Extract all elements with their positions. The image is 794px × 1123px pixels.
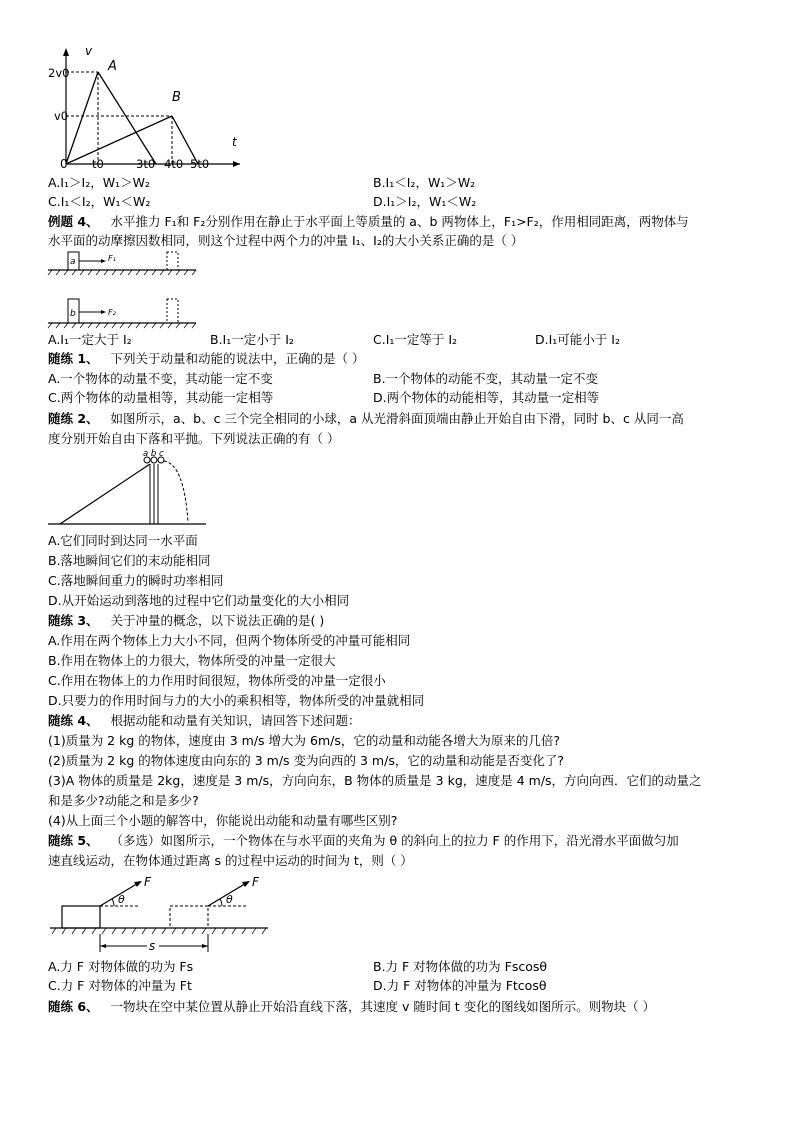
p6-question: 随练 6、 一物块在空中某位置从静止开始沿直线下落，其速度 v 随时间 t 变化的图线如图所示。则物块（ ） (48, 999, 656, 1014)
p5-option-a[interactable]: A.力 F 对物体做的功为 Fs (48, 959, 194, 974)
svg-text:3t0: 3t0 (136, 157, 156, 171)
p1-option-a[interactable]: A.一个物体的动量不变，其动能一定不变 (48, 371, 273, 386)
ex4-question-line2: 水平面的动摩擦因数相同，则这个过程中两个力的冲量 I₁、I₂的大小关系正确的是（ ） (48, 233, 524, 248)
q3-option-a[interactable]: A.I₁＞I₂，W₁＞W₂ (48, 175, 150, 190)
p4-subquestion-3a: (3)A 物体的质量是 2kg，速度是 3 m/s，方向向东，B 物体的质量是 3 kg，速度是 4 m/s，方向向西．它们的动量之 (48, 773, 702, 788)
svg-text:F₁: F₁ (108, 254, 116, 263)
p5-question-line1: 随练 5、 （多选）如图所示，一个物体在与水平面的夹角为 θ 的斜向上的拉力 F 的作用下，沿光滑水平面做匀加 (48, 833, 679, 848)
p3-question: 随练 3、 关于冲量的概念，以下说法正确的是( ) (48, 613, 325, 628)
svg-text:2v0: 2v0 (48, 66, 70, 80)
svg-text:θ: θ (226, 893, 233, 906)
p5-option-d[interactable]: D.力 F 对物体的冲量为 Ftcosθ (373, 978, 547, 993)
svg-text:4t0: 4t0 (164, 157, 184, 171)
p1-option-c[interactable]: C.两个物体的动量相等，其动能一定相等 (48, 390, 274, 405)
ex4-option-d[interactable]: D.I₁可能小于 I₂ (535, 332, 620, 347)
svg-text:5t0: 5t0 (190, 157, 210, 171)
svg-text:b: b (70, 309, 76, 319)
p5-option-b[interactable]: B.力 F 对物体做的功为 Fscosθ (373, 959, 548, 974)
p4-subquestion-3b: 和是多少?动能之和是多少? (48, 793, 199, 808)
svg-text:v0: v0 (54, 109, 69, 123)
svg-text:A: A (108, 59, 117, 74)
svg-text:F: F (252, 875, 259, 889)
p3-option-a[interactable]: A.作用在两个物体上力大小不同，但两个物体所受的冲量可能相同 (48, 633, 411, 648)
q3-option-b[interactable]: B.I₁＜I₂，W₁＞W₂ (373, 175, 476, 190)
p3-option-d[interactable]: D.只要力的作用时间与力的大小的乘积相等，物体所受的冲量就相同 (48, 693, 425, 708)
p1-question: 随练 1、 下列关于动量和动能的说法中，正确的是（ ） (48, 351, 365, 366)
p4-subquestion-2: (2)质量为 2 kg 的物体速度由向东的 3 m/s 变为向西的 3 m/s，它的动量和动能是否变化了? (48, 753, 564, 768)
p2-option-d[interactable]: D.从开始运动到落地的过程中它们动量变化的大小相同 (48, 593, 350, 608)
line-b (66, 116, 172, 164)
ex4-question-line1: 例题 4、 水平推力 F₁和 F₂分别作用在静止于水平面上等质量的 a、b 两物体上，F₁>F₂，作用相同距离，两物体与 (48, 214, 689, 229)
svg-text:0: 0 (60, 157, 68, 171)
p3-option-b[interactable]: B.作用在物体上的力很大，物体所受的冲量一定很大 (48, 653, 336, 668)
ex4-figure (46, 250, 206, 330)
p4-subquestion-4: (4)从上面三个小题的解答中，你能说出动能和动量有哪些区别? (48, 813, 398, 828)
ex4-option-a[interactable]: A.I₁一定大于 I₂ (48, 332, 132, 347)
p2-question-line1: 随练 2、 如图所示，a、b、c 三个完全相同的小球，a 从光滑斜面顶端由静止开始自由下滑，同时 b、c 从同一高 (48, 411, 684, 426)
svg-text:v: v (85, 44, 93, 58)
p2-figure (46, 448, 216, 530)
p3-option-c[interactable]: C.作用在物体上的力作用时间很短，物体所受的冲量一定很小 (48, 673, 386, 688)
ex4-option-b[interactable]: B.I₁一定小于 I₂ (210, 332, 294, 347)
q3-option-c[interactable]: C.I₁＜I₂，W₁＜W₂ (48, 194, 151, 209)
p1-option-d[interactable]: D.两个物体的动能相等，其动量一定相等 (373, 390, 600, 405)
svg-text:F: F (144, 875, 151, 889)
ex4-option-c[interactable]: C.I₁一定等于 I₂ (373, 332, 458, 347)
line-a (66, 72, 98, 164)
svg-text:a b c: a b c (143, 449, 164, 459)
svg-text:t0: t0 (92, 157, 104, 171)
svg-text:B: B (172, 90, 181, 105)
q3-option-d[interactable]: D.I₁＞I₂，W₁＜W₂ (373, 194, 477, 209)
velocity-time-graph (44, 44, 244, 174)
p5-figure (48, 870, 273, 956)
p2-option-b[interactable]: B.落地瞬间它们的末动能相同 (48, 553, 211, 568)
svg-text:F₂: F₂ (108, 308, 116, 317)
svg-text:a: a (70, 257, 76, 267)
svg-text:t: t (232, 135, 237, 149)
p4-subquestion-1: (1)质量为 2 kg 的物体，速度由 3 m/s 增大为 6m/s，它的动量和动能各增大为原来的几倍? (48, 733, 560, 748)
svg-text:θ: θ (118, 893, 125, 906)
p4-question: 随练 4、 根据动能和动量有关知识，请回答下述问题： (48, 713, 361, 728)
p5-question-line2: 速直线运动，在物体通过距离 s 的过程中运动的时间为 t，则（ ） (48, 853, 413, 868)
p1-option-b[interactable]: B.一个物体的动能不变，其动量一定不变 (373, 371, 599, 386)
svg-text:s: s (149, 939, 156, 953)
p2-option-c[interactable]: C.落地瞬间重力的瞬时功率相同 (48, 573, 224, 588)
p5-option-c[interactable]: C.力 F 对物体的冲量为 Ft (48, 978, 192, 993)
p2-question-line2: 度分别开始自由下落和平抛。下列说法正确的有（ ） (48, 431, 340, 446)
p2-option-a[interactable]: A.它们同时到达同一水平面 (48, 533, 198, 548)
